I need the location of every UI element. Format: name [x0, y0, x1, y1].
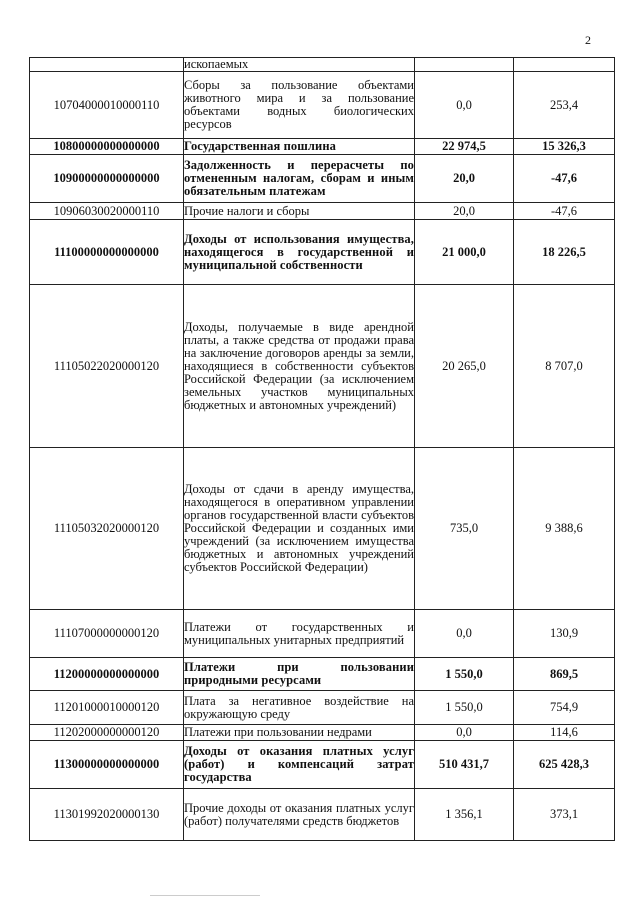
row-code: [30, 58, 184, 72]
row-code: 10900000000000000: [30, 155, 184, 203]
row-name: Доходы, получаемые в виде арендной платы, а также средства от продажи права на заключение договоров аренды за земли, находящиеся в собственности субъектов Российской Федерации (за исключением земельных участков муниципальных бюджетных и автономных учреждений): [184, 285, 415, 448]
table-row: [30, 285, 615, 448]
row-value-2021: -47,6: [514, 203, 615, 220]
row-value-2020: 510 431,7: [415, 741, 514, 789]
table-row: [30, 58, 615, 72]
row-value-2020: 1 550,0: [415, 658, 514, 691]
table-row: [30, 220, 615, 285]
table-row: [30, 139, 615, 155]
row-value-2021: 130,9: [514, 610, 615, 658]
row-name: Доходы от использования имущества, находящегося в государственной и муниципальной собственности: [184, 220, 415, 285]
row-value-2021: 114,6: [514, 725, 615, 741]
row-value-2020: 0,0: [415, 725, 514, 741]
row-value-2021: 373,1: [514, 789, 615, 841]
row-name: Плата за негативное воздействие на окружающую среду: [184, 691, 415, 725]
row-value-2020: 21 000,0: [415, 220, 514, 285]
row-value-2021: 9 388,6: [514, 448, 615, 610]
row-code: 10800000000000000: [30, 139, 184, 155]
table-row: [30, 691, 615, 725]
row-value-2020: 22 974,5: [415, 139, 514, 155]
row-value-2021: 18 226,5: [514, 220, 615, 285]
row-code: 11301992020000130: [30, 789, 184, 841]
row-value-2021: [514, 58, 615, 72]
row-value-2020: [415, 58, 514, 72]
table-row: [30, 610, 615, 658]
row-code: 10906030020000110: [30, 203, 184, 220]
table-row: [30, 741, 615, 789]
row-code: 11300000000000000: [30, 741, 184, 789]
scan-artifact-line: [150, 895, 260, 896]
row-name: Прочие налоги и сборы: [184, 203, 415, 220]
table-row: [30, 203, 615, 220]
row-name: Сборы за пользование объектами животного мира и за пользование объектами водных биологических ресурсов: [184, 72, 415, 139]
row-value-2021: 754,9: [514, 691, 615, 725]
row-name: Платежи от государственных и муниципальных унитарных предприятий: [184, 610, 415, 658]
row-code: 11100000000000000: [30, 220, 184, 285]
row-value-2021: 15 326,3: [514, 139, 615, 155]
row-value-2021: 869,5: [514, 658, 615, 691]
page-number: 2: [585, 33, 591, 47]
row-name: Государственная пошлина: [184, 139, 415, 155]
row-name: Прочие доходы от оказания платных услуг (работ) получателями средств бюджетов: [184, 789, 415, 841]
row-code: 11105022020000120: [30, 285, 184, 448]
table-row: [30, 789, 615, 841]
row-value-2020: 1 356,1: [415, 789, 514, 841]
row-code: 11200000000000000: [30, 658, 184, 691]
row-value-2020: 20,0: [415, 203, 514, 220]
table-row: [30, 72, 615, 139]
row-value-2020: 20 265,0: [415, 285, 514, 448]
table-row: [30, 155, 615, 203]
row-value-2021: 8 707,0: [514, 285, 615, 448]
table-row: [30, 725, 615, 741]
row-value-2020: 0,0: [415, 610, 514, 658]
row-name: Доходы от оказания платных услуг (работ) и компенсаций затрат государства: [184, 741, 415, 789]
row-name: Доходы от сдачи в аренду имущества, находящегося в оперативном управлении органов государственной власти субъектов Российской Федерации и созданных ими учреждений (за исключением имущества бюджетных и автономных учреждений субъектов Российской Федерации): [184, 448, 415, 610]
row-code: 11201000010000120: [30, 691, 184, 725]
table-row: [30, 448, 615, 610]
row-name: Платежи при пользовании природными ресурсами: [184, 658, 415, 691]
row-value-2020: 0,0: [415, 72, 514, 139]
row-value-2020: 1 550,0: [415, 691, 514, 725]
row-name: Платежи при пользовании недрами: [184, 725, 415, 741]
row-value-2020: 20,0: [415, 155, 514, 203]
row-code: 11105032020000120: [30, 448, 184, 610]
row-code: 10704000010000110: [30, 72, 184, 139]
row-value-2021: -47,6: [514, 155, 615, 203]
revenue-table: [29, 57, 615, 841]
row-code: 11107000000000120: [30, 610, 184, 658]
row-value-2021: 625 428,3: [514, 741, 615, 789]
row-code: 11202000000000120: [30, 725, 184, 741]
row-name: Задолженность и перерасчеты по отмененным налогам, сборам и иным обязательным платежам: [184, 155, 415, 203]
row-value-2021: 253,4: [514, 72, 615, 139]
row-name: ископаемых: [184, 58, 415, 72]
table-row: [30, 658, 615, 691]
row-value-2020: 735,0: [415, 448, 514, 610]
